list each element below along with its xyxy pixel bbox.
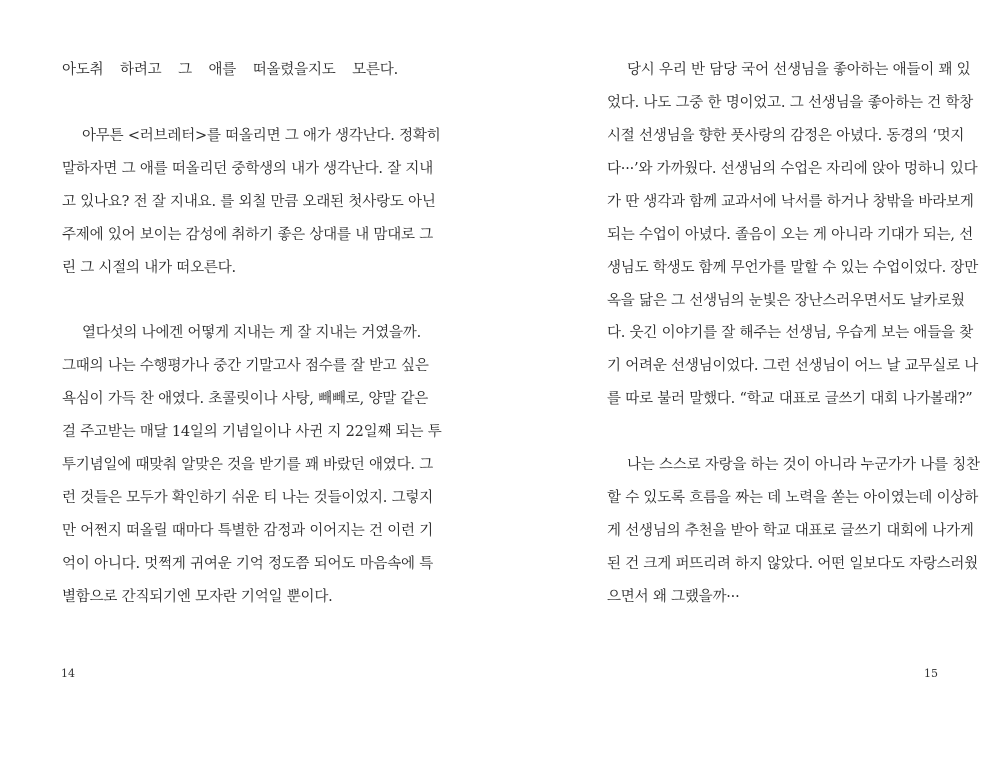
left-line-13: 만 어쩐지 떠올릴 때마다 특별한 감정과 이어지는 건 이런 기: [62, 523, 434, 539]
left-line-1: 아도취 하려고 그 애를 떠올렸을지도 모른다.: [62, 62, 398, 78]
right-line-14: 게 선생님의 추천을 받아 학교 대표로 글쓰기 대회에 나가게: [607, 523, 974, 539]
left-line-10: 걸 주고받는 매달 14일의 기념일이나 사귄 지 22일째 되는 투: [62, 424, 442, 440]
left-line-11: 투기념일에 때맞춰 알맞은 것을 받기를 꽤 바랐던 애였다. 그: [62, 457, 434, 473]
right-line-1: 당시 우리 반 담당 국어 선생님을 좋아하는 애들이 꽤 있: [627, 62, 971, 78]
right-line-2: 었다. 나도 그중 한 명이었고. 그 선생님을 좋아하는 건 학창: [607, 95, 974, 111]
right-line-7: 생님도 학생도 함께 무언가를 말할 수 있는 수업이었다. 장만: [607, 260, 979, 276]
left-line-8: 그때의 나는 수행평가나 중간 기말고사 점수를 잘 받고 싶은: [62, 358, 429, 374]
right-line-13: 할 수 있도록 흐름을 짜는 데 노력을 쏟는 아이였는데 이상하: [607, 490, 979, 506]
left-line-6: 린 그 시절의 내가 떠오른다.: [62, 260, 236, 276]
left-line-9: 욕심이 가득 찬 애였다. 초콜릿이나 사탕, 빼빼로, 양말 같은: [62, 391, 429, 407]
right-line-4: 다···’와 가까웠다. 선생님의 수업은 자리에 앉아 멍하니 있다: [607, 161, 978, 177]
right-line-9: 다. 웃긴 이야기를 잘 해주는 선생님, 우습게 보는 애들을 찾: [607, 325, 974, 341]
left-line-14: 억이 아니다. 멋쩍게 귀여운 기억 정도쯤 되어도 마음속에 특: [62, 556, 434, 572]
left-line-2: 아무튼 <러브레터>를 떠올리면 그 애가 생각난다. 정확히: [82, 128, 441, 144]
right-page: [500, 0, 1000, 771]
right-line-11: 를 따로 불러 말했다. “학교 대표로 글쓰기 대회 나가볼래?”: [607, 391, 973, 407]
left-line-3: 말하자면 그 애를 떠올리던 중학생의 내가 생각난다. 잘 지내: [62, 161, 434, 177]
right-line-5: 가 딴 생각과 함께 교과서에 낙서를 하거나 창밖을 바라보게: [607, 194, 974, 210]
page-number-right: 15: [924, 667, 938, 680]
right-line-10: 기 어려운 선생님이었다. 그런 선생님이 어느 날 교무실로 나: [607, 358, 979, 374]
right-line-16: 으면서 왜 그랬을까···: [607, 589, 740, 605]
left-line-4: 고 있나요? 전 잘 지내요. 를 외칠 만큼 오래된 첫사랑도 아닌: [62, 194, 436, 210]
left-line-15: 별함으로 간직되기엔 모자란 기억일 뿐이다.: [62, 589, 333, 605]
right-line-12: 나는 스스로 자랑을 하는 것이 아니라 누군가가 나를 칭찬: [627, 457, 980, 473]
right-line-15: 된 건 크게 퍼뜨리려 하지 않았다. 어떤 일보다도 자랑스러웠: [607, 556, 979, 572]
left-line-12: 런 것들은 모두가 확인하기 쉬운 티 나는 것들이었지. 그렇지: [62, 490, 434, 506]
left-line-7: 열다섯의 나에겐 어떻게 지내는 게 잘 지내는 거였을까.: [82, 325, 422, 341]
right-line-8: 옥을 닮은 그 선생님의 눈빛은 장난스러우면서도 날카로웠: [607, 293, 965, 309]
page-number-left: 14: [61, 667, 75, 680]
right-line-6: 되는 수업이 아녔다. 졸음이 오는 게 아니라 기대가 되는, 선: [607, 227, 974, 243]
left-line-5: 주제에 있어 보이는 감성에 취하기 좋은 상대를 내 맘대로 그: [62, 227, 434, 243]
right-line-3: 시절 선생님을 향한 풋사랑의 감정은 아녔다. 동경의 ‘멋지: [607, 128, 965, 144]
